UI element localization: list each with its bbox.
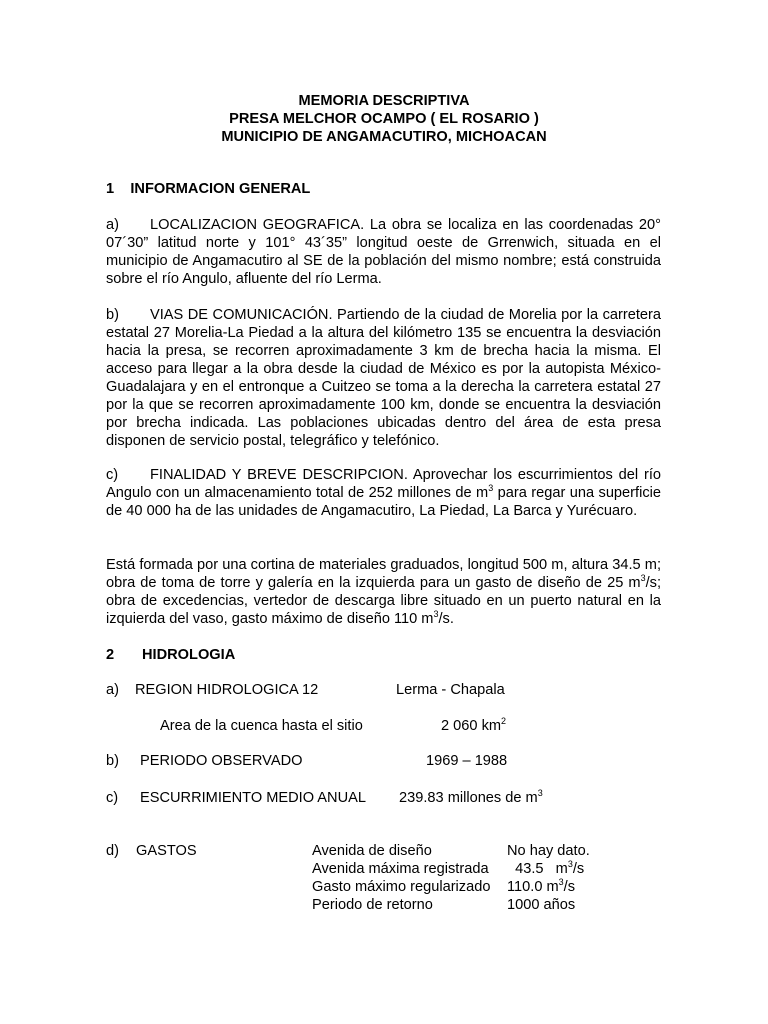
region-value: Lerma - Chapala	[396, 682, 505, 698]
gastos-text: GASTOS	[136, 843, 197, 859]
paragraph-1c-superscript: 3	[488, 483, 494, 493]
paragraph-1d-sup-2: 3	[433, 609, 439, 619]
gastos-row-value: 1000 años	[507, 897, 576, 913]
gastos-row-value-superscript: 3	[558, 877, 564, 887]
gastos-row-value-number: 43.5 m	[507, 861, 568, 877]
section-2-number: 2	[106, 647, 115, 663]
gastos-label: d)	[106, 843, 119, 859]
paragraph-1b	[106, 306, 661, 450]
periodo-label: b)	[106, 753, 119, 769]
escurrimiento-value	[399, 789, 543, 807]
area-value	[441, 717, 506, 735]
paragraph-1a	[106, 216, 661, 288]
periodo-value: 1969 – 1988	[426, 753, 508, 769]
gastos-row-name: Gasto máximo regularizado	[312, 879, 491, 895]
paragraph-1d-text-3: /s.	[438, 611, 454, 627]
paragraph-1b-label: b)	[106, 307, 119, 323]
escurrimiento-text: ESCURRIMIENTO MEDIO ANUAL	[140, 790, 366, 806]
paragraph-1c-label: c)	[106, 467, 119, 483]
paragraph-1c-text-b: para regar una superficie de 40 000 ha de las unidades de Angamacutiro, La Piedad, La Barca y Yurécuaro.	[106, 485, 661, 519]
periodo-text: PERIODO OBSERVADO	[140, 753, 303, 769]
paragraph-1a-label: a)	[106, 217, 119, 233]
paragraph-1b-text: VIAS DE COMUNICACIÓN. Partiendo de la ciudad de Morelia por la carretera estatal 27 Morelia-La Piedad a la altura del kilómetro 135 se encuentra la desviación hacia la presa, se recorren aproximadamente 3 km de brecha hacia la misma. El acceso para llegar a la obra desde la ciudad de México es por la autopista México-Guadalajara y en el entronque a Cuitzeo se toma a la derecha la carretera estatal 27 por la que se recorren aproximadamente 100 km, donde se encuentra la desviación por brecha indicada. Las poblaciones ubicadas dentro del área de esta presa disponen de servicio postal, telegráfico y telefónico.	[106, 307, 661, 449]
area-text: Area de la cuenca hasta el sitio	[160, 718, 363, 734]
paragraph-1d-sup-1: 3	[640, 573, 646, 583]
gastos-row-name: Avenida de diseño	[312, 843, 432, 859]
escurrimiento-value-number: 239.83 millones de m	[399, 790, 538, 806]
paragraph-1d-text-2: /s; obra de excedencias, vertedor de descarga libre situado en un puerto natural en la izquierda del vaso, gasto máximo de diseño 110 m	[106, 575, 661, 627]
area-value-superscript: 2	[501, 716, 507, 726]
title-line-2: PRESA MELCHOR OCAMPO ( EL ROSARIO )	[229, 111, 539, 127]
paragraph-1c-text-a: FINALIDAD Y BREVE DESCRIPCION. Aprovechar los escurrimientos del río Angulo con un almacenamiento total de 252 millones de m	[106, 467, 661, 501]
paragraph-1d-text-1: Está formada por una cortina de materiales graduados, longitud 500 m, altura 34.5 m; obra de toma de torre y galería en la izquierda para un gasto de diseño de 25 m	[106, 557, 661, 591]
section-2-title: HIDROLOGIA	[142, 647, 236, 663]
gastos-row-name: Periodo de retorno	[312, 897, 433, 913]
gastos-row-value-superscript: 3	[567, 859, 573, 869]
region-text: REGION HIDROLOGICA 12	[135, 682, 319, 698]
title-line-3: MUNICIPIO DE ANGAMACUTIRO, MICHOACAN	[221, 129, 547, 145]
gastos-row-value-number: 110.0 m	[507, 879, 559, 895]
paragraph-1a-text: LOCALIZACION GEOGRAFICA. La obra se localiza en las coordenadas 20° 07´30” latitud norte y 101° 43´35” longitud oeste de Grrenwich, situada en el municipio de Angamacutiro al SE de la población del mismo nombre; está construida sobre el río Angulo, afluente del río Lerma.	[106, 217, 661, 287]
gastos-row-value-unit: /s	[572, 861, 585, 877]
escurrimiento-value-superscript: 3	[537, 788, 543, 798]
escurrimiento-label: c)	[106, 790, 119, 806]
section-1-title: INFORMACION GENERAL	[130, 181, 311, 197]
region-label: a)	[106, 682, 119, 698]
section-2-heading	[106, 646, 235, 664]
gastos-row-value	[507, 860, 584, 878]
section-1-heading	[106, 180, 310, 198]
title-line-1: MEMORIA DESCRIPTIVA	[298, 93, 470, 109]
paragraph-1d	[106, 556, 661, 628]
gastos-row-value: No hay dato.	[507, 843, 590, 859]
area-value-number: 2 060 km	[441, 718, 502, 734]
gastos-row-value	[507, 878, 575, 896]
paragraph-1c	[106, 466, 661, 520]
document-title	[0, 92, 768, 146]
gastos-row-value-unit: /s	[563, 879, 576, 895]
section-1-number: 1	[106, 181, 115, 197]
gastos-row-name: Avenida máxima registrada	[312, 861, 489, 877]
